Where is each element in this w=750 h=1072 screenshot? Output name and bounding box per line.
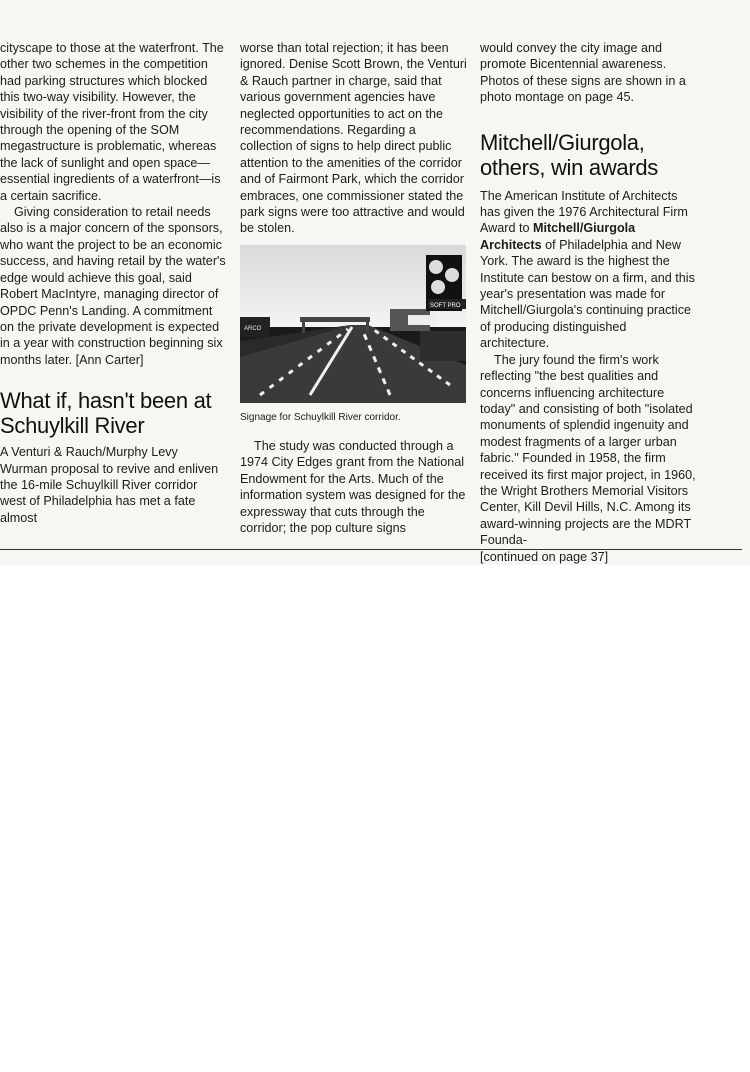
page-bottom-rule	[0, 549, 742, 550]
article-headline: Mitchell/Giurgola, others, win awards	[480, 129, 659, 180]
body-paragraph: The American Institute of Architects has given the 1976 Architectural Firm Award to Mitchell/Giurgola Architects of Philadelphia and New York. The award is the highest the Institute can bestow on a firm, and this year's presentation was made for Mitchell/Giurgola's continuing practice of producing distinguished architecture.	[480, 188, 695, 351]
body-paragraph: The study was conducted through a 1974 City Edges grant from the National Endowment for the Arts. Much of the information system was designed for the expressway that cuts through the corridor; the pop culture signs	[240, 438, 466, 535]
body-paragraph: worse than total rejection; it has been ignored. Denise Scott Brown, the Venturi & Rauch partner in charge, said that various government agencies have neglected opportunities to act on the recommendations. Regarding a collection of signs to help direct public attention to the amenities of the corridor and of Fairmont Park, which the corridor embraces, one commissioner stated the park signs were too attractive and would be stolen.	[240, 41, 467, 236]
body-paragraph: cityscape to those at the waterfront. The other two schemes in the competition had parking structures which blocked this two-way visibility. However, the visibility of the river-front from the city through the opening of the SOM megastructure is problematic, whereas the lack of sunlight and open space—essential ingredients of a waterfront—is a certain sacrifice.	[0, 41, 224, 203]
body-paragraph: Giving consideration to retail needs also is a major concern of the sponsors, who want the project to be an economic success, and having retail by the water's edge would achieve this goal, said Robert MacIntyre, managing director of OPDC Penn's Landing. A commitment on the private development is expected in a year with construction beginning six months later. [Ann Carter]	[0, 205, 226, 367]
column-1	[0, 40, 226, 526]
article-headline: What if, hasn't been at Schuylkill River	[0, 388, 212, 439]
photo-caption: Signage for Schuylkill River corridor.	[240, 411, 401, 423]
column-3	[480, 40, 696, 565]
firm-name: Mitchell/Giurgola Architects	[480, 221, 636, 252]
body-paragraph: would convey the city image and promote Bicentennial awareness. Photos of these signs are shown in a photo montage on page 45.	[480, 41, 686, 105]
continued-note: [continued on page 37]	[480, 549, 609, 564]
expressway-photo	[240, 245, 466, 403]
body-paragraph: A Venturi & Rauch/Murphy Levy Wurman proposal to revive and enliven the 16-mile Schuylkill River corridor west of Philadelphia has met a fate almost	[0, 445, 219, 525]
body-paragraph: The jury found the firm's work reflecting "the best qualities and concerns influencing architecture today" and consisting of both "isolated monuments of splendid ingenuity and modest fragments of a larger urban fabric." Founded in 1958, the firm received its first major project, in 1960, the Wright Brothers Memorial Visitors Center, Kill Devil Hills, N.C. Among its award-winning projects are the MDRT Founda-	[480, 352, 696, 548]
arco-sign-text: ARCO	[244, 325, 262, 332]
soft-pro-sign-text: SOFT PRO	[430, 302, 461, 309]
column-2	[240, 40, 468, 536]
